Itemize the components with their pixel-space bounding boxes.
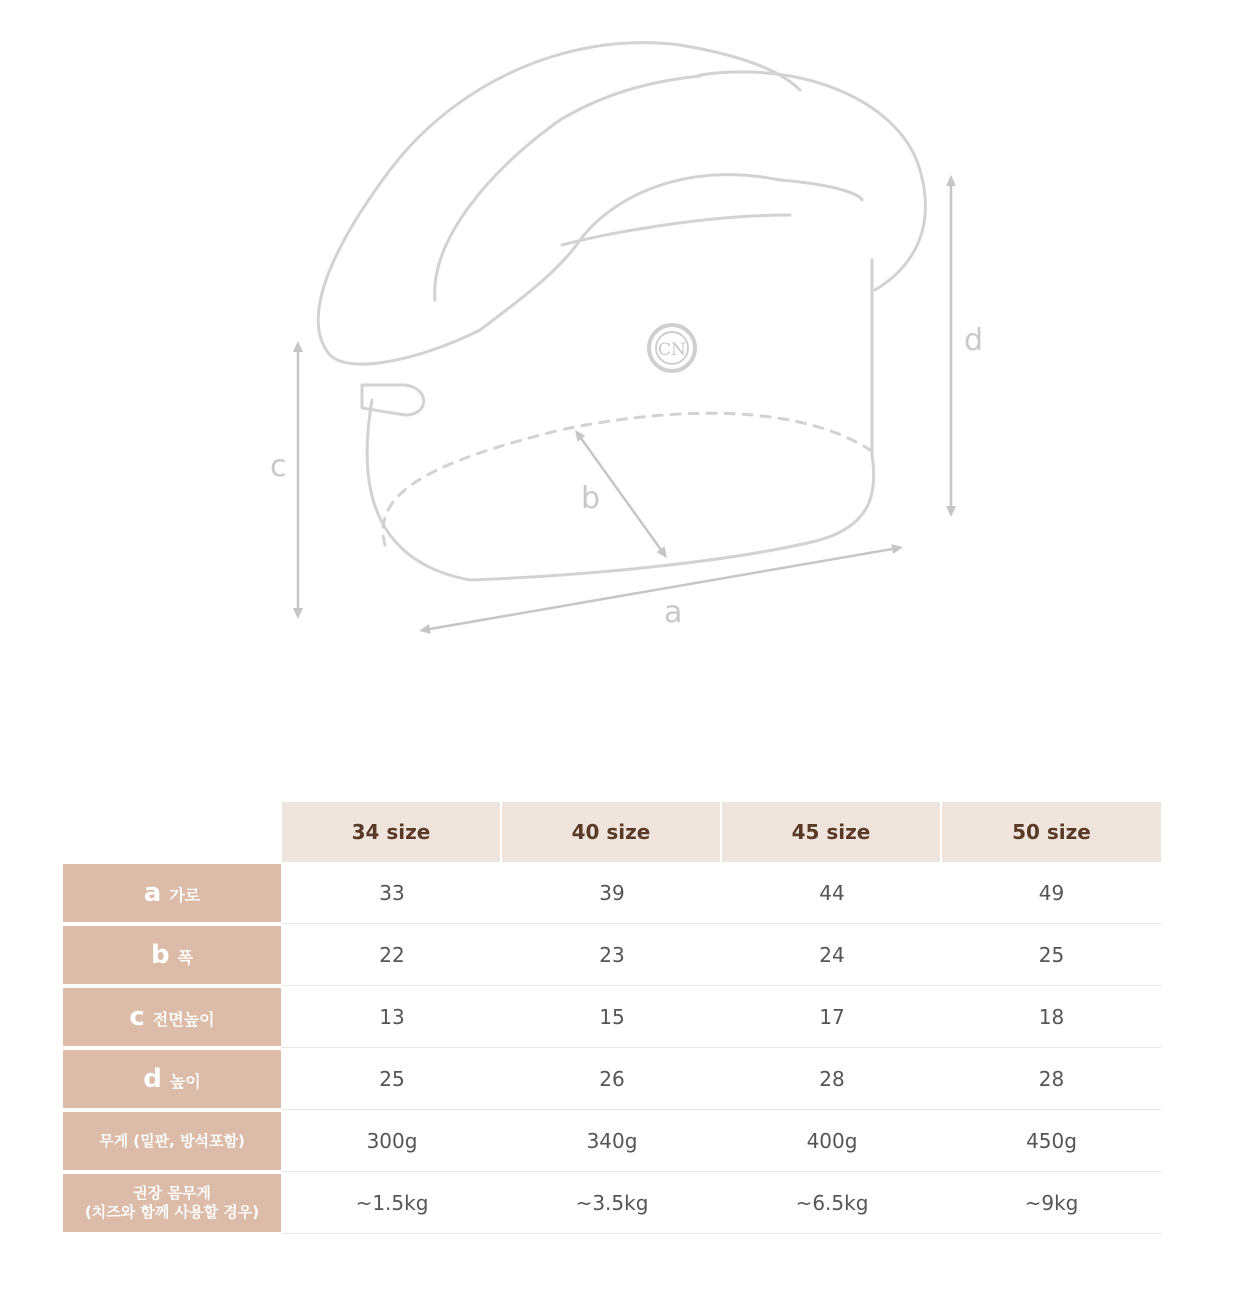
table-row [63,1110,1161,1172]
table-header-row [63,802,1161,862]
table-cell: 28 [942,1048,1161,1110]
table-cell: 17 [722,986,942,1048]
table-cell: 44 [722,862,942,924]
dimension-b-label: b [581,481,601,516]
table-cell: 25 [942,924,1161,986]
header-34-size: 34 size [282,802,500,862]
table-cell: ~1.5kg [282,1172,502,1234]
table-row [63,924,1161,986]
header-50-size: 50 size [942,802,1161,862]
table-row [63,862,1161,924]
table-cell: 28 [722,1048,942,1110]
table-cell: ~6.5kg [722,1172,942,1234]
table-cell: 25 [282,1048,502,1110]
table-cell: 39 [502,862,722,924]
table-cell: 24 [722,924,942,986]
table-cell: 300g [282,1110,502,1172]
table-cell: 33 [282,862,502,924]
table-cell: 400g [722,1110,942,1172]
table-cell: 340g [502,1110,722,1172]
header-40-size: 40 size [502,802,720,862]
table-cell: 26 [502,1048,722,1110]
dimension-c-label: c [270,449,287,484]
table-cell: 49 [942,862,1161,924]
size-table [63,802,1161,1234]
table-row [63,1172,1161,1234]
row-label-depth: b폭 [63,926,281,984]
bag-base-dashed [383,413,870,545]
table-cell: ~3.5kg [502,1172,722,1234]
table-cell: 15 [502,986,722,1048]
row-label-recommended-weight: 권장 몸무게 (치즈와 함께 사용할 경우) [63,1174,281,1232]
row-label-weight: 무게 (밑판, 방석포함) [63,1112,281,1170]
svg-text:CN: CN [658,340,686,360]
table-cell: ~9kg [942,1172,1161,1234]
table-cell: 23 [502,924,722,986]
dimension-a-label: a [664,595,683,630]
table-cell: 13 [282,986,502,1048]
header-45-size: 45 size [722,802,940,862]
bag-handle-outline [318,43,800,355]
table-row [63,986,1161,1048]
row-label-front-height: c전면높이 [63,988,281,1046]
row-label-height: d높이 [63,1050,281,1108]
table-cell: 18 [942,986,1161,1048]
row-label-width: a가로 [63,864,281,922]
cn-logo-icon [649,325,695,371]
table-row [63,1048,1161,1110]
table-cell: 22 [282,924,502,986]
dimension-a-arrow [424,548,898,630]
table-cell: 450g [942,1110,1161,1172]
dimension-d-label: d [964,323,984,358]
